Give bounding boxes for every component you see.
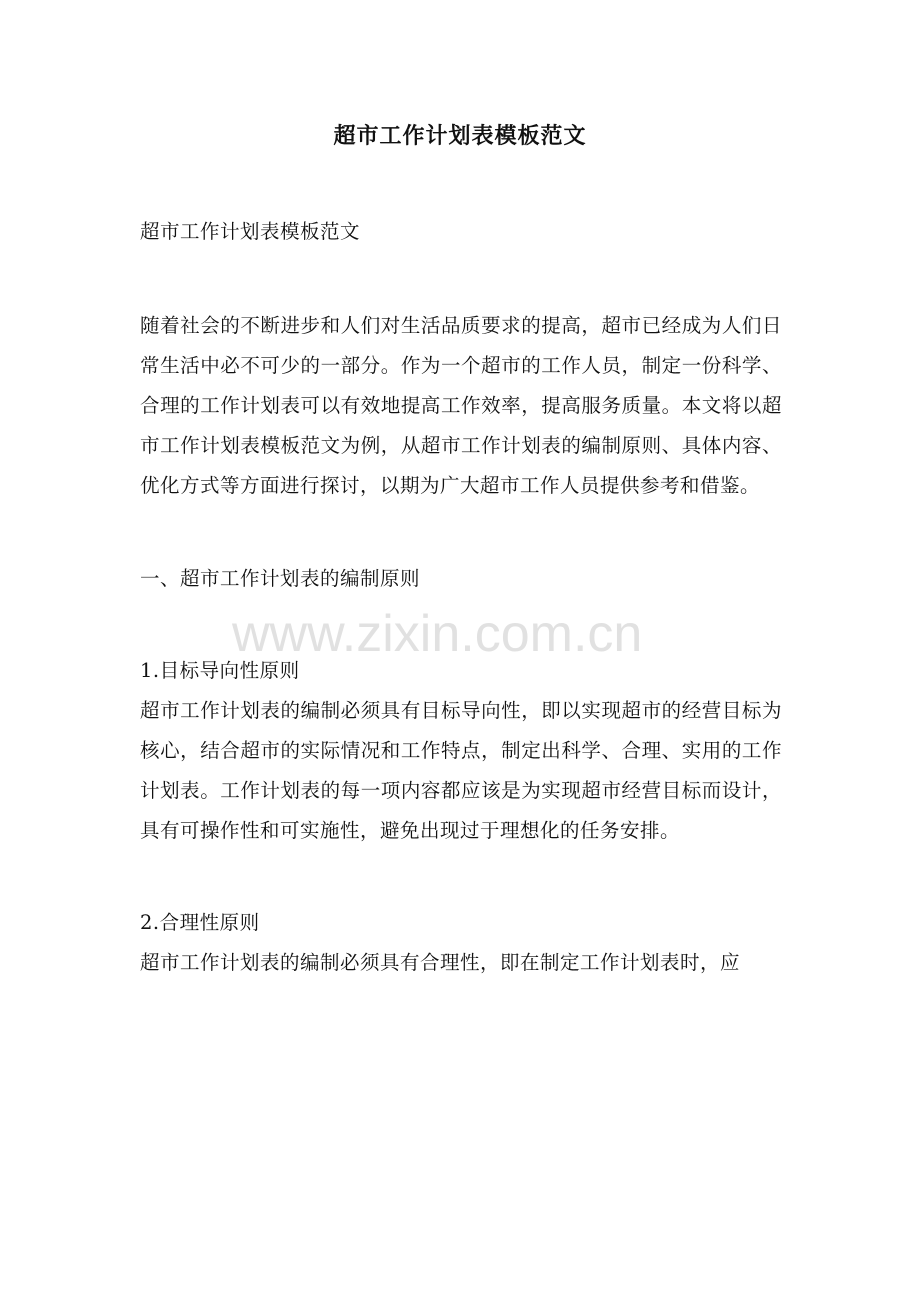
principle-1-body: 超市工作计划表的编制必须具有目标导向性，即以实现超市的经营目标为核心，结合超市的实际情况和工作特点，制定出科学、合理、实用的工作计划表。工作计划表的每一项内容都应该是为实现超市经营目标而设计，具有可操作性和可实施性，避免出现过于理想化的任务安排。 bbox=[140, 699, 782, 842]
section-heading-principles: 一、超市工作计划表的编制原则 bbox=[140, 567, 421, 590]
document-body bbox=[140, 212, 782, 983]
watermark-text: www.zixin.com.cn bbox=[232, 605, 643, 663]
intro-paragraph: 随着社会的不断进步和人们对生活品质要求的提高，超市已经成为人们日常生活中必不可少的一部分。作为一个超市的工作人员，制定一份科学、合理的工作计划表可以有效地提高工作效率，提高服务质量。本文将以超市工作计划表模板范文为例，从超市工作计划表的编制原则、具体内容、优化方式等方面进行探讨，以期为广大超市工作人员提供参考和借鉴。 bbox=[140, 314, 782, 497]
principle-2-body: 超市工作计划表的编制必须具有合理性，即在制定工作计划表时，应 bbox=[140, 951, 741, 974]
document-title: 超市工作计划表模板范文 bbox=[333, 123, 587, 149]
principle-1-heading: 1.目标导向性原则 bbox=[140, 659, 300, 682]
principle-2-heading: 2.合理性原则 bbox=[140, 911, 260, 934]
document-subtitle: 超市工作计划表模板范文 bbox=[140, 220, 361, 243]
